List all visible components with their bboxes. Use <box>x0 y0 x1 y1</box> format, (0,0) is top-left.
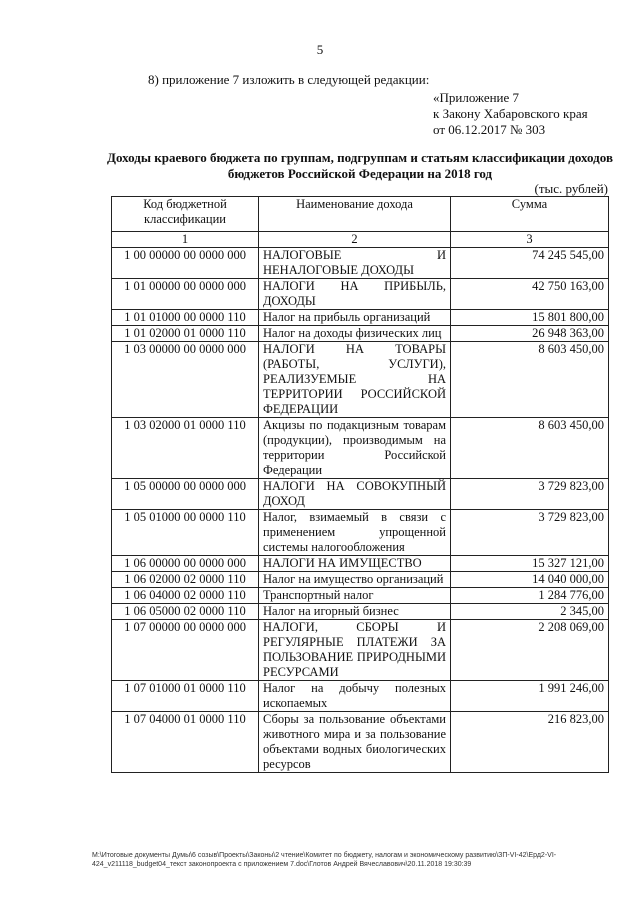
row-code: 1 00 00000 00 0000 000 <box>112 248 259 279</box>
units-label: (тыс. рублей) <box>534 181 608 196</box>
row-code: 1 07 04000 01 0000 110 <box>112 712 259 773</box>
row-amount: 14 040 000,00 <box>451 572 609 588</box>
row-amount: 8 603 450,00 <box>451 418 609 479</box>
appendix-reference <box>433 90 588 138</box>
table-row <box>112 620 609 681</box>
row-name: НАЛОГИ НА ТОВАРЫ (РАБОТЫ, УСЛУГИ), РЕАЛИЗУЕМЫЕ НА ТЕРРИТОРИИ РОССИЙСКОЙ ФЕДЕРАЦИИ <box>259 342 451 418</box>
table-row <box>112 588 609 604</box>
row-name: Налог на доходы физических лиц <box>259 326 451 342</box>
row-code: 1 06 04000 02 0000 110 <box>112 588 259 604</box>
row-amount: 1 991 246,00 <box>451 681 609 712</box>
table-row <box>112 556 609 572</box>
table-row <box>112 310 609 326</box>
row-name: Налог, взимаемый в связи с применением упрощенной системы налогообложения <box>259 510 451 556</box>
table-row <box>112 342 609 418</box>
table-row <box>112 418 609 479</box>
table-header-row <box>112 197 609 232</box>
row-amount: 26 948 363,00 <box>451 326 609 342</box>
table-row <box>112 510 609 556</box>
row-name: Транспортный налог <box>259 588 451 604</box>
appendix-line-3: от 06.12.2017 № 303 <box>433 122 546 137</box>
row-code: 1 03 00000 00 0000 000 <box>112 342 259 418</box>
column-number: 3 <box>451 232 609 248</box>
appendix-line-1: «Приложение 7 <box>433 90 520 105</box>
row-amount: 2 208 069,00 <box>451 620 609 681</box>
intro-text: 8) приложение 7 изложить в следующей редакции: <box>148 72 430 87</box>
row-code: 1 06 02000 02 0000 110 <box>112 572 259 588</box>
column-number-row <box>112 232 609 248</box>
row-code: 1 01 01000 00 0000 110 <box>112 310 259 326</box>
row-code: 1 05 00000 00 0000 000 <box>112 479 259 510</box>
row-amount: 8 603 450,00 <box>451 342 609 418</box>
column-number: 1 <box>112 232 259 248</box>
appendix-line-2: к Закону Хабаровского края <box>433 106 588 121</box>
document-title: Доходы краевого бюджета по группам, подгруппам и статьям классификации доходов бюджетов Российской Федерации на 2018 год <box>107 150 613 181</box>
header-name: Наименование дохода <box>259 197 451 232</box>
row-name: НАЛОГИ НА СОВОКУПНЫЙ ДОХОД <box>259 479 451 510</box>
row-code: 1 01 00000 00 0000 000 <box>112 279 259 310</box>
row-name: Налог на имущество организаций <box>259 572 451 588</box>
table-row <box>112 479 609 510</box>
row-code: 1 03 02000 01 0000 110 <box>112 418 259 479</box>
row-name: Налог на добычу полезных ископаемых <box>259 681 451 712</box>
row-name: Акцизы по подакцизным товарам (продукции), производимым на территории Российской Федерации <box>259 418 451 479</box>
row-name: НАЛОГОВЫЕ И НЕНАЛОГОВЫЕ ДОХОДЫ <box>259 248 451 279</box>
row-code: 1 06 05000 02 0000 110 <box>112 604 259 620</box>
row-amount: 15 801 800,00 <box>451 310 609 326</box>
row-code: 1 01 02000 01 0000 110 <box>112 326 259 342</box>
table-body <box>112 248 609 773</box>
table-row <box>112 604 609 620</box>
row-amount: 3 729 823,00 <box>451 479 609 510</box>
table-row <box>112 248 609 279</box>
row-amount: 42 750 163,00 <box>451 279 609 310</box>
row-name: Налог на игорный бизнес <box>259 604 451 620</box>
row-amount: 74 245 545,00 <box>451 248 609 279</box>
revenue-table <box>111 196 609 773</box>
table-row <box>112 572 609 588</box>
column-number: 2 <box>259 232 451 248</box>
row-code: 1 07 00000 00 0000 000 <box>112 620 259 681</box>
table-row <box>112 712 609 773</box>
table-row <box>112 681 609 712</box>
header-amount: Сумма <box>451 197 609 232</box>
row-name: Сборы за пользование объектами животного мира и за пользование объектами водных биологических ресурсов <box>259 712 451 773</box>
row-amount: 3 729 823,00 <box>451 510 609 556</box>
table-row <box>112 326 609 342</box>
row-amount: 216 823,00 <box>451 712 609 773</box>
row-code: 1 07 01000 01 0000 110 <box>112 681 259 712</box>
table-row <box>112 279 609 310</box>
page-number: 5 <box>316 42 324 57</box>
row-amount: 2 345,00 <box>451 604 609 620</box>
row-name: НАЛОГИ, СБОРЫ И РЕГУЛЯРНЫЕ ПЛАТЕЖИ ЗА ПОЛЬЗОВАНИЕ ПРИРОДНЫМИ РЕСУРСАМИ <box>259 620 451 681</box>
row-name: НАЛОГИ НА ИМУЩЕСТВО <box>259 556 451 572</box>
row-code: 1 05 01000 00 0000 110 <box>112 510 259 556</box>
file-path-footer: М:\Итоговые документы Думы\6 созыв\Проекты\Законы\2 чтение\Комитет по бюджету, налогам и экономическому развитию\ЗП-VI-42\Ерд2-VI-424_v211118_budget04_текст законопроекта с приложением 7.doc\Глотов Андрей Вячеславович\20.11.2018 19:30:39 <box>92 852 557 868</box>
row-code: 1 06 00000 00 0000 000 <box>112 556 259 572</box>
row-name: НАЛОГИ НА ПРИБЫЛЬ, ДОХОДЫ <box>259 279 451 310</box>
row-amount: 1 284 776,00 <box>451 588 609 604</box>
row-name: Налог на прибыль организаций <box>259 310 451 326</box>
row-amount: 15 327 121,00 <box>451 556 609 572</box>
header-code: Код бюджетной классификации <box>112 197 259 232</box>
